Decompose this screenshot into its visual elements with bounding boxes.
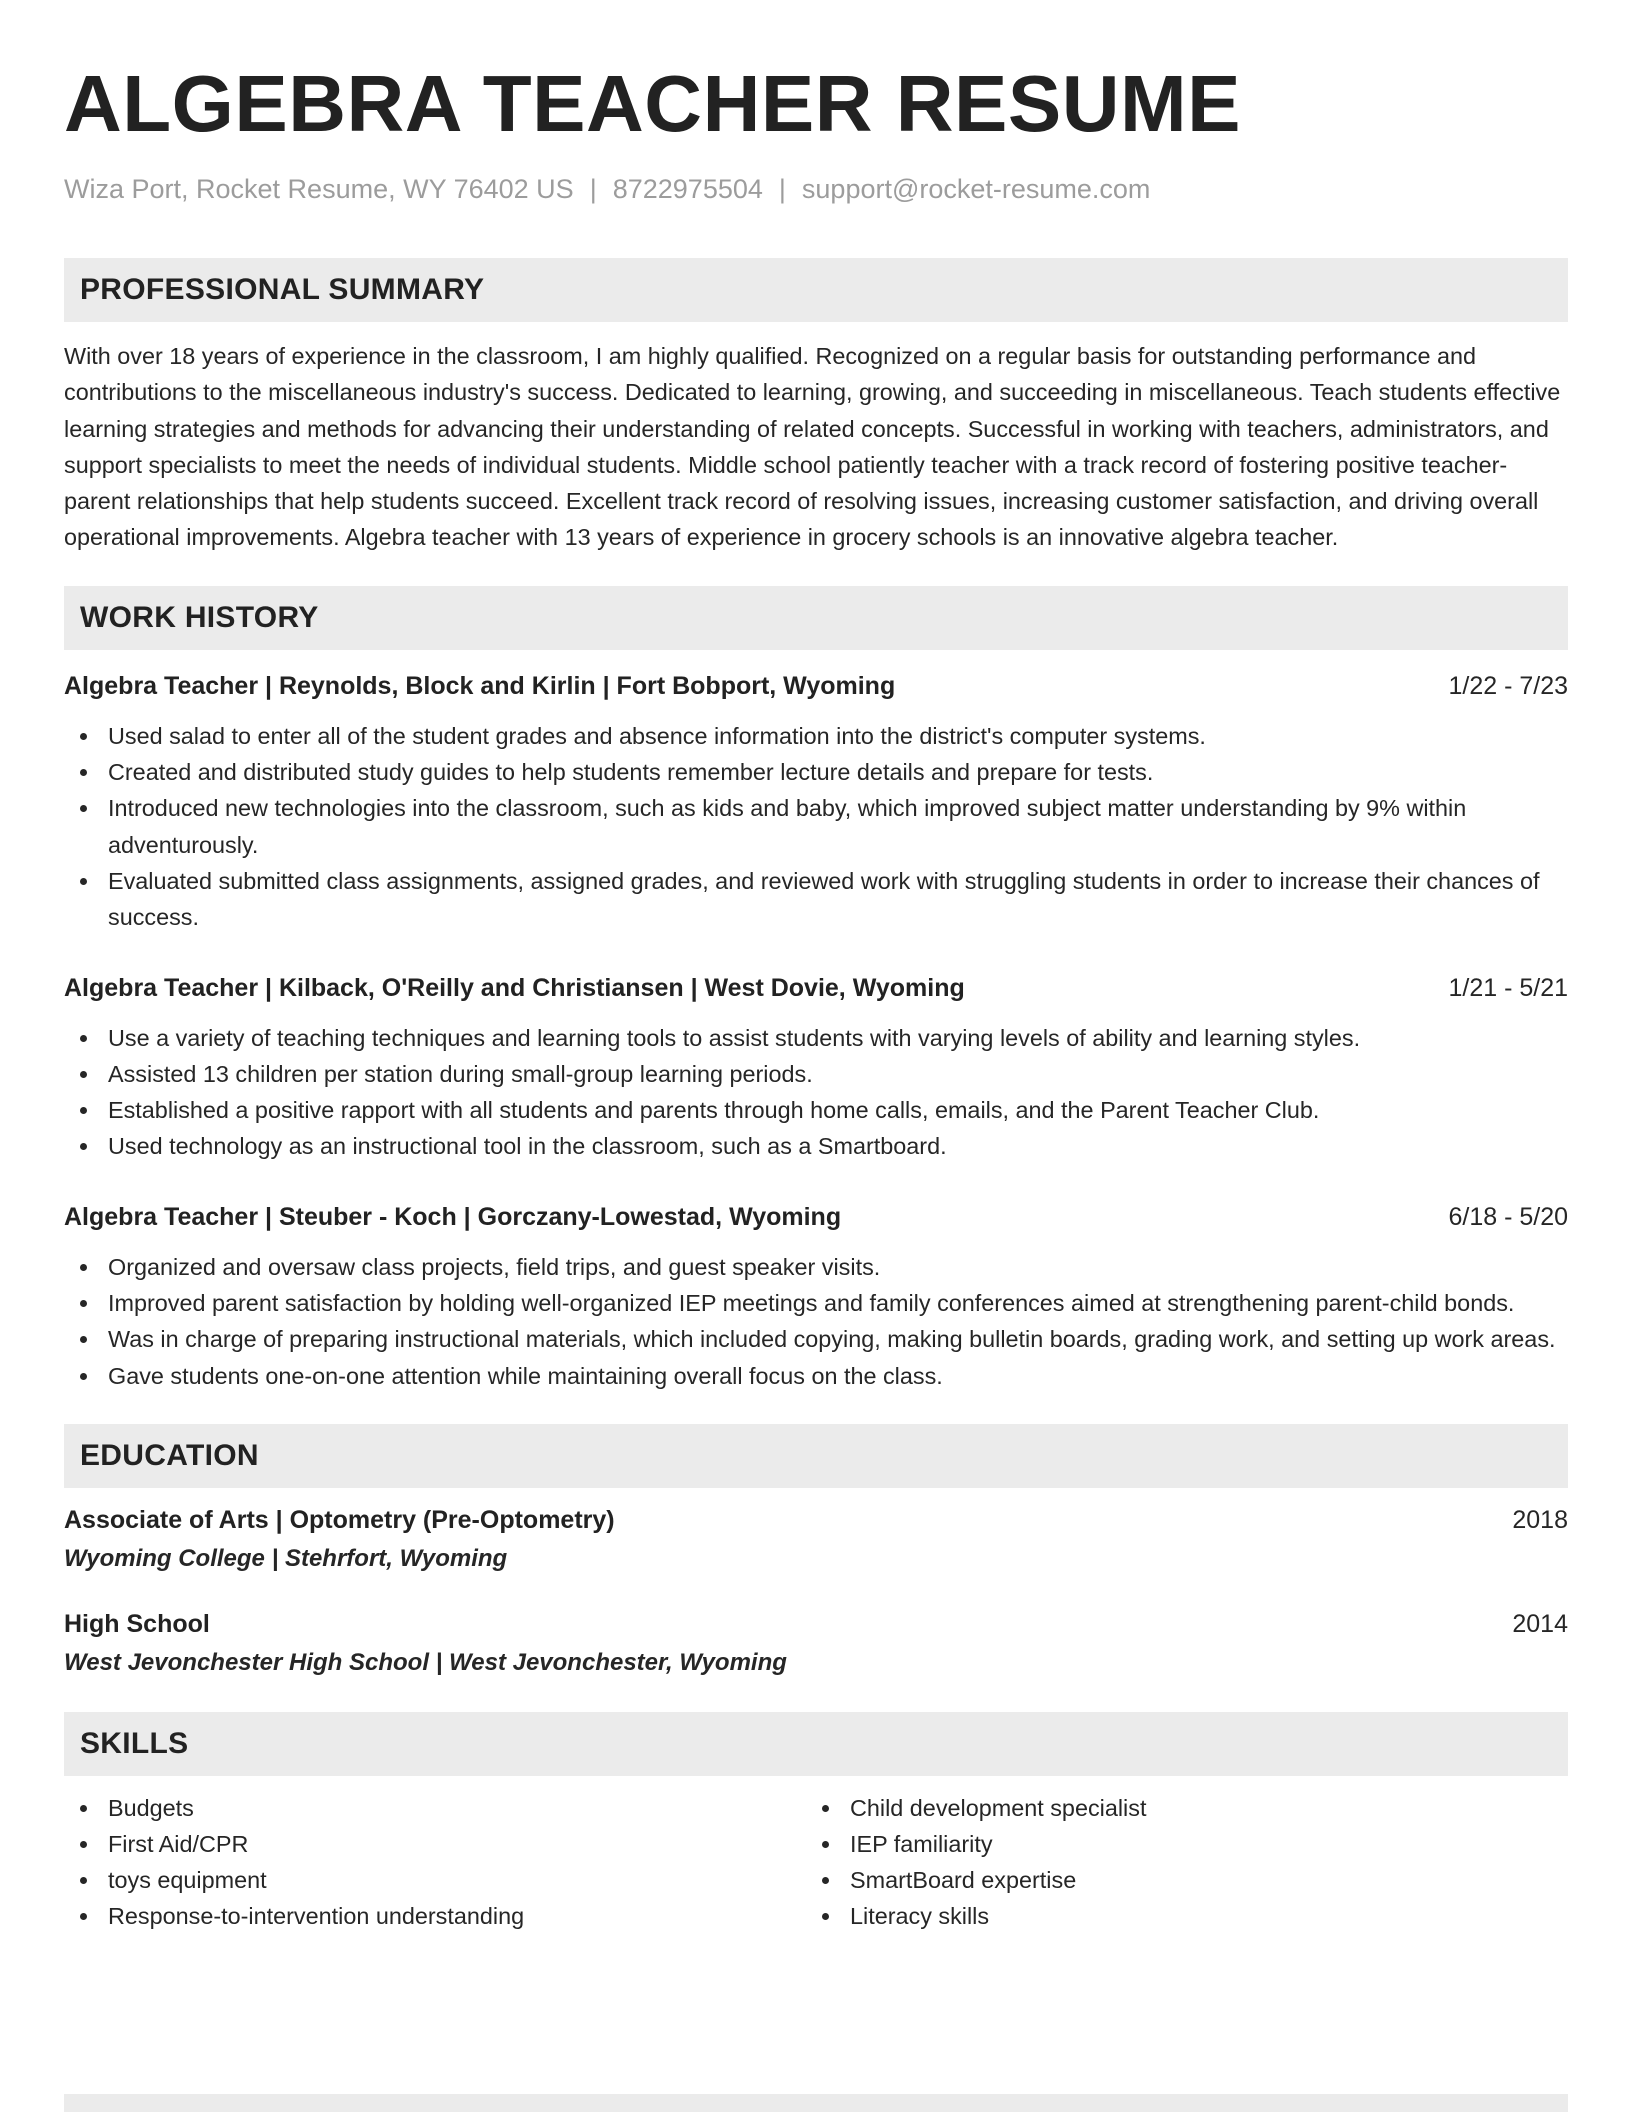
job-title-line: Algebra Teacher | Steuber - Koch | Gorczany-Lowestad, Wyoming (64, 1202, 842, 1231)
education-school: Wyoming College | Stehrfort, Wyoming (64, 1544, 508, 1572)
resume-page (64, 0, 1568, 1934)
contact-phone: 8722975504 (612, 174, 763, 204)
education-school: West Jevonchester High School | West Jevonchester, Wyoming (64, 1648, 787, 1676)
job-bullet: Evaluated submitted class assignments, assigned grades, and reviewed work with struggling students in order to increase their chances of success. (64, 863, 1568, 936)
section-heading-skills: SKILLS (64, 1712, 1568, 1776)
contact-separator: | (778, 174, 786, 204)
education-entry (64, 1502, 1568, 1576)
contact-line (64, 172, 1568, 206)
skill-item: Response-to-intervention understanding (64, 1898, 806, 1934)
job-entry (64, 970, 1568, 1165)
job-dates: 6/18 - 5/20 (1448, 1202, 1568, 1231)
contact-email: support@rocket-resume.com (801, 174, 1151, 204)
next-section-band (64, 2094, 1568, 2112)
skill-item: First Aid/CPR (64, 1826, 806, 1862)
education-header (64, 1606, 1568, 1642)
job-dates: 1/21 - 5/21 (1448, 973, 1568, 1002)
job-bullets (64, 1249, 1568, 1394)
skills-column-left (64, 1790, 806, 1934)
job-bullet: Improved parent satisfaction by holding well-organized IEP meetings and family conferences aimed at strengthening parent-child bonds. (64, 1285, 1568, 1321)
job-header (64, 668, 1568, 704)
job-header (64, 1199, 1568, 1235)
job-bullet: Was in charge of preparing instructional materials, which included copying, making bulletin boards, grading work, and setting up work areas. (64, 1321, 1568, 1357)
skills-list (806, 1790, 1548, 1934)
job-bullet: Introduced new technologies into the classroom, such as kids and baby, which improved subject matter understanding by 9% within adventurously. (64, 790, 1568, 863)
education-entry (64, 1606, 1568, 1680)
skills-column-right (806, 1790, 1548, 1934)
skill-item: toys equipment (64, 1862, 806, 1898)
resume-title: ALGEBRA TEACHER RESUME (64, 59, 1241, 148)
skill-item: IEP familiarity (806, 1826, 1548, 1862)
job-dates: 1/22 - 7/23 (1448, 671, 1568, 700)
summary-text: With over 18 years of experience in the classroom, I am highly qualified. Recognized on a regular basis for outstanding performance and contributions to the miscellaneous industry's success. Dedicated to learning, growing, and succeeding in miscellaneous. Teach students effective learning strategies and methods for advancing their understanding of related concepts. Successful in working with teachers, administrators, and support specialists to meet the needs of individual students. Middle school patiently teacher with a track record of fostering positive teacher-parent relationships that help students succeed. Excellent track record of resolving issues, increasing customer satisfaction, and driving overall operational improvements. Algebra teacher with 13 years of experience in grocery schools is an innovative algebra teacher. (64, 343, 1561, 551)
education-degree: High School (64, 1609, 210, 1638)
contact-separator: | (589, 174, 597, 204)
job-title-line: Algebra Teacher | Reynolds, Block and Kirlin | Fort Bobport, Wyoming (64, 671, 896, 700)
job-bullet: Used technology as an instructional tool in the classroom, such as a Smartboard. (64, 1128, 1568, 1164)
section-heading-work-history: WORK HISTORY (64, 586, 1568, 650)
skill-item: Budgets (64, 1790, 806, 1826)
skill-item: Literacy skills (806, 1898, 1548, 1934)
job-header (64, 970, 1568, 1006)
education-year: 2018 (1512, 1505, 1568, 1534)
skills-list (64, 1790, 806, 1934)
job-title-line: Algebra Teacher | Kilback, O'Reilly and Christiansen | West Dovie, Wyoming (64, 973, 965, 1002)
job-bullet: Organized and oversaw class projects, field trips, and guest speaker visits. (64, 1249, 1568, 1285)
job-bullet: Used salad to enter all of the student grades and absence information into the district's computer systems. (64, 718, 1568, 754)
education-year: 2014 (1512, 1609, 1568, 1638)
education-header (64, 1502, 1568, 1538)
job-bullets (64, 718, 1568, 936)
contact-address: Wiza Port, Rocket Resume, WY 76402 US (64, 174, 574, 204)
job-bullet: Created and distributed study guides to help students remember lecture details and prepare for tests. (64, 754, 1568, 790)
skill-item: Child development specialist (806, 1790, 1548, 1826)
job-bullet: Use a variety of teaching techniques and learning tools to assist students with varying levels of ability and learning styles. (64, 1020, 1568, 1056)
section-heading-education: EDUCATION (64, 1424, 1568, 1488)
section-heading-summary: PROFESSIONAL SUMMARY (64, 258, 1568, 322)
job-bullet: Gave students one-on-one attention while maintaining overall focus on the class. (64, 1358, 1568, 1394)
skill-item: SmartBoard expertise (806, 1862, 1548, 1898)
education-degree: Associate of Arts | Optometry (Pre-Optometry) (64, 1505, 615, 1534)
job-bullet: Assisted 13 children per station during small-group learning periods. (64, 1056, 1568, 1092)
job-bullet: Established a positive rapport with all students and parents through home calls, emails, and the Parent Teacher Club. (64, 1092, 1568, 1128)
skills-columns (64, 1790, 1568, 1934)
job-entry (64, 1199, 1568, 1394)
job-bullets (64, 1020, 1568, 1165)
job-entry (64, 668, 1568, 936)
